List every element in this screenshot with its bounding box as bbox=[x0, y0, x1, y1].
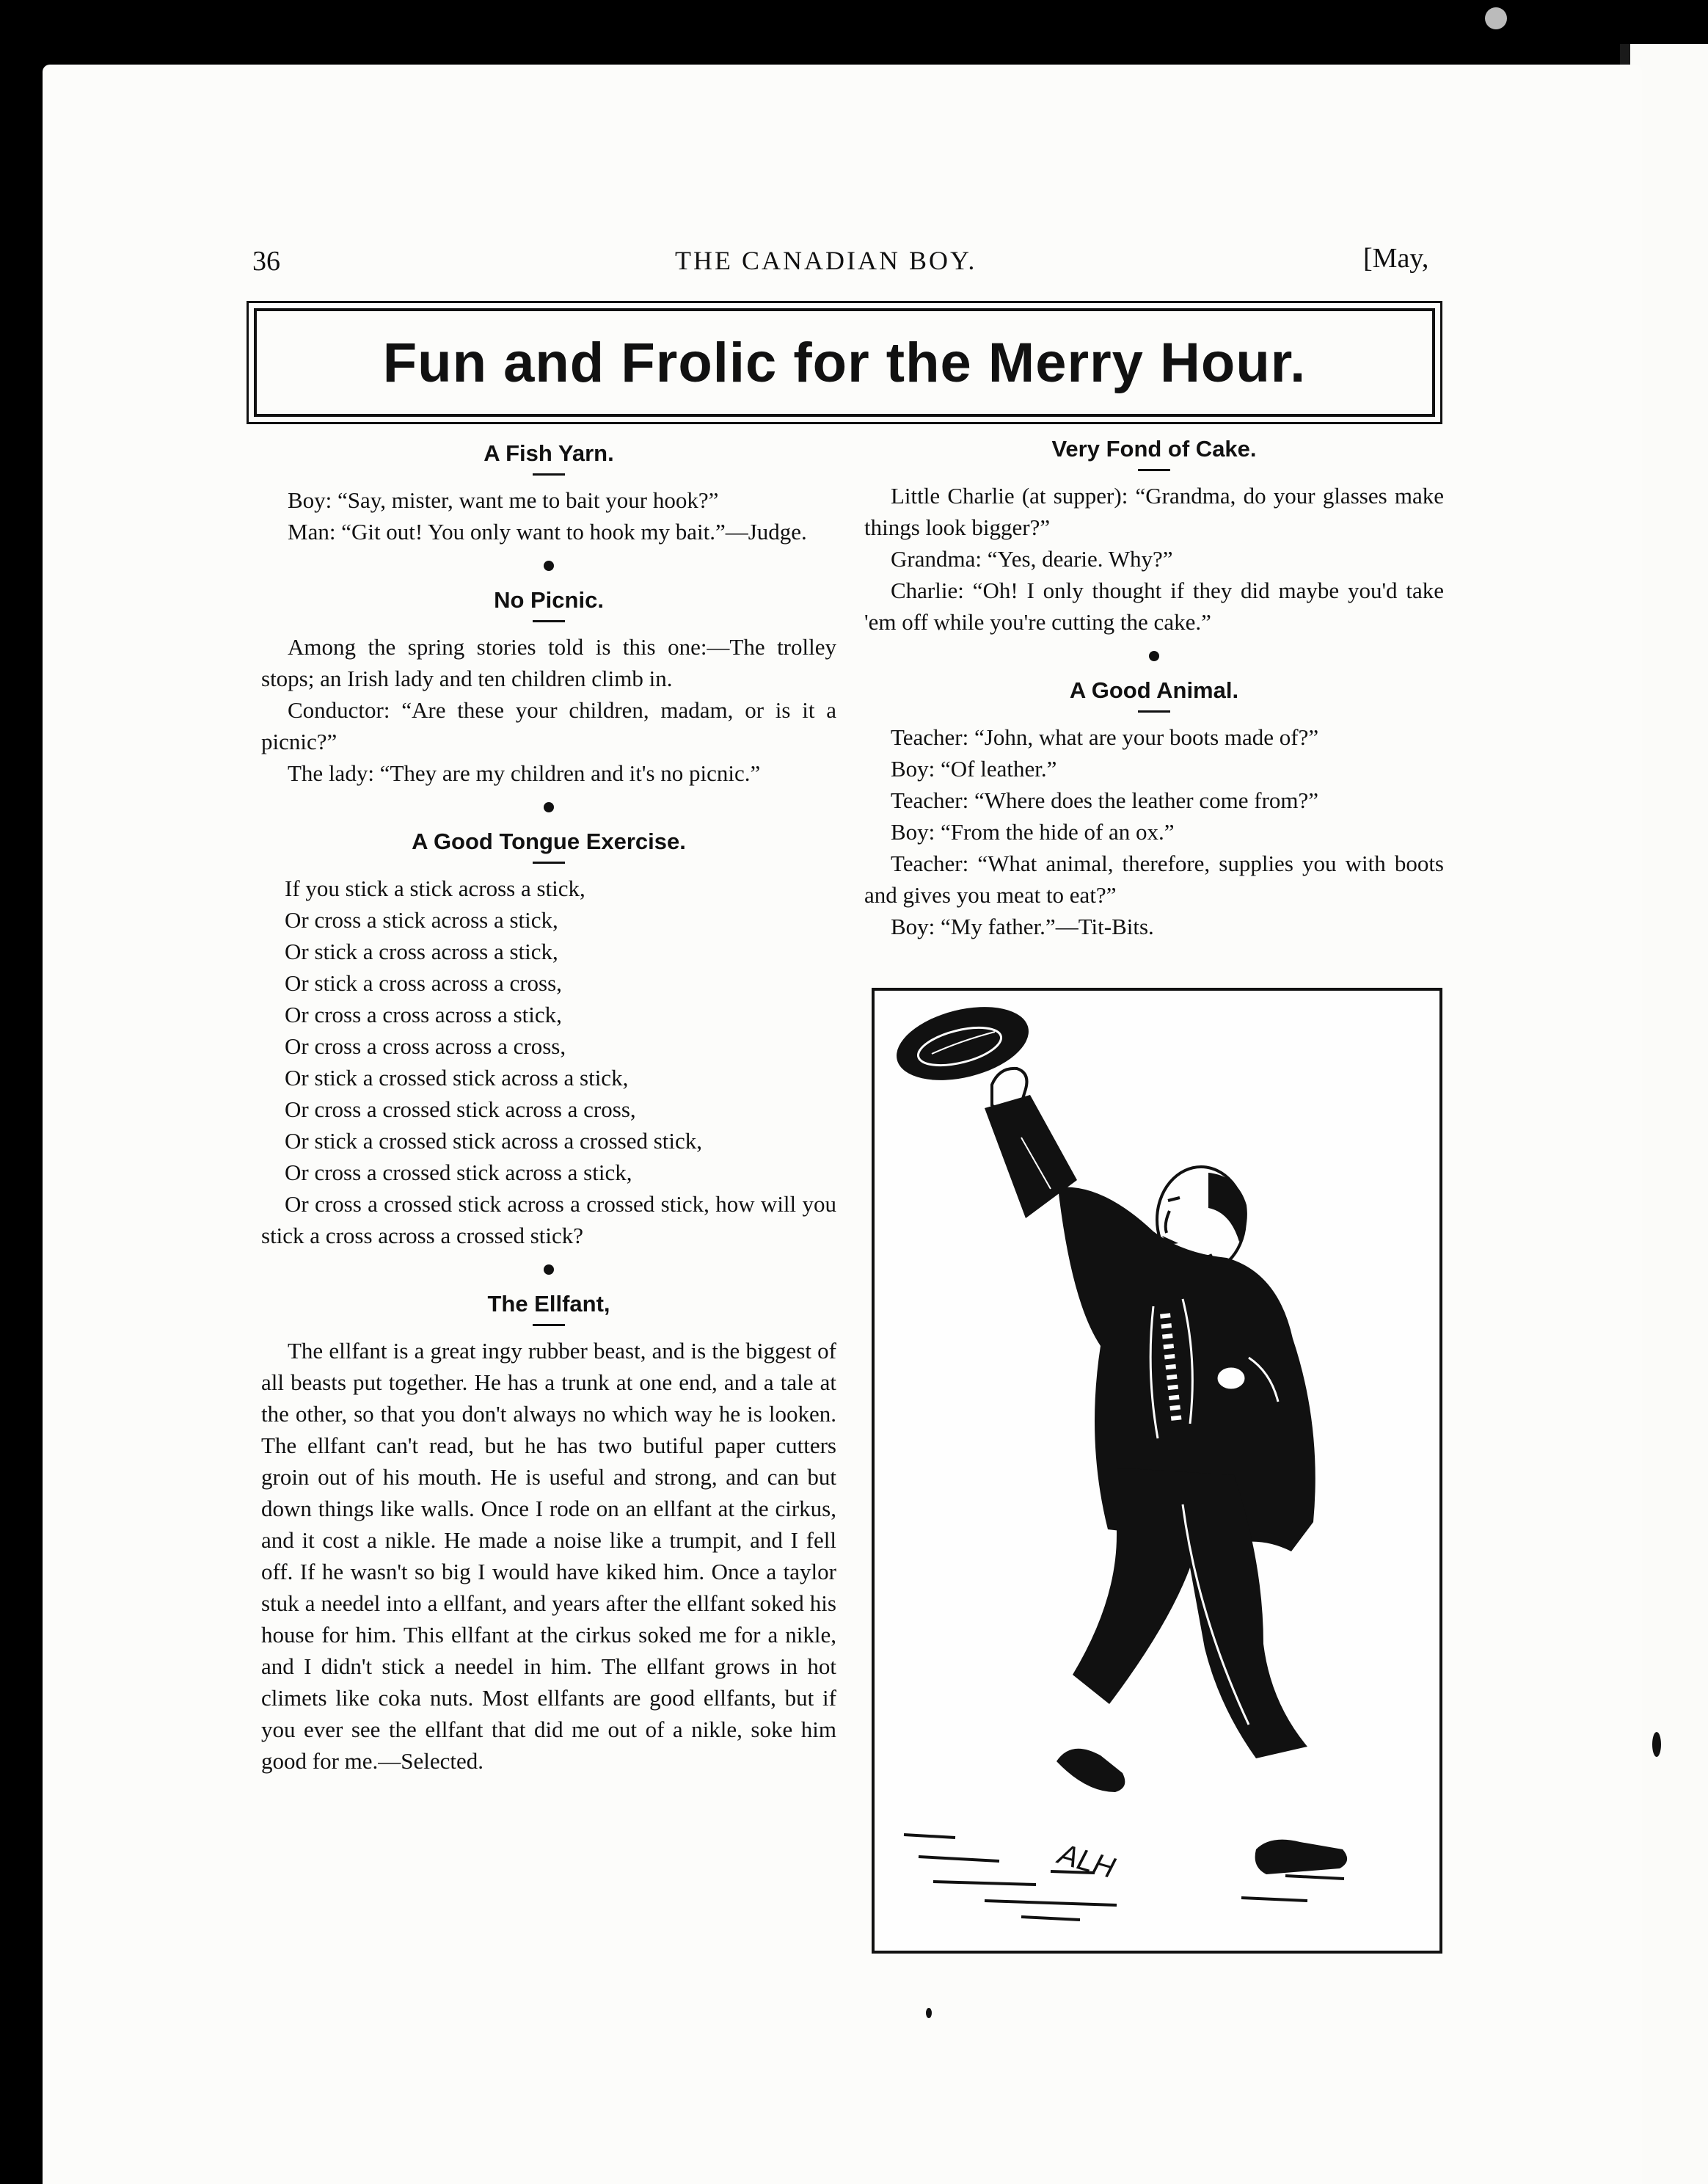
verse-line: Or cross a cross across a stick, bbox=[285, 1002, 562, 1027]
no-picnic-line: Among the spring stories told is this one:—The trolley stops; an Irish lady and ten children climb in. bbox=[261, 634, 836, 691]
artist-signature: ALH bbox=[1054, 1838, 1119, 1885]
good-animal-line: Boy: “My father.”—Tit-Bits. bbox=[891, 914, 1154, 939]
verse-closing: Or cross a crossed stick across a crossed stick, how will you stick a cross across a crossed stick? bbox=[261, 1191, 836, 1248]
ellfant-text: The ellfant is a great ingy rubber beast, and is the biggest of all beasts put together. He has a trunk at one end, and a tale at the other, so that you don't always no which way he is looken. The ellfant can't read, but he has two butiful paper cutters groin out of his mouth. He is useful and strong, and can but down things like walls. Once I rode on an ellfant at the cirkus, and it cost a nikle. He made a noise like a trumpit, and I fell off. If he wasn't so big I would have kiked him. Once a taylor stuk a needel into a ellfant, and years after the ellfant soked his house for him. This ellfant at the cirkus soked me for a nikle, and I didn't stick a needel in him. The ellfant grows in hot climets like coka nuts. Most ellfants are good ellfants, but if you ever see the ellfant that did me out of a nikle, soke him good for me.—Selected. bbox=[261, 1338, 836, 1774]
page-title: Fun and Frolic for the Merry Hour. bbox=[382, 331, 1307, 394]
heading-rule bbox=[533, 1324, 565, 1326]
section-divider-dot bbox=[544, 1264, 554, 1275]
good-animal-line: Boy: “From the hide of an ox.” bbox=[891, 819, 1175, 845]
fish-yarn-heading: A Fish Yarn. bbox=[483, 440, 614, 466]
cake-heading: Very Fond of Cake. bbox=[1051, 436, 1257, 462]
good-animal-line: Teacher: “What animal, therefore, supplies you with boots and gives you meat to eat?” bbox=[864, 851, 1444, 908]
no-picnic-line: Conductor: “Are these your children, madam, or is it a picnic?” bbox=[261, 697, 836, 754]
fish-yarn-line: Man: “Git out! You only want to hook my bait.”—Judge. bbox=[288, 519, 807, 545]
section-divider-dot bbox=[1149, 651, 1159, 661]
running-title: THE CANADIAN BOY. bbox=[675, 246, 977, 275]
verse-line: Or cross a crossed stick across a stick, bbox=[285, 1160, 632, 1185]
section-divider-dot bbox=[544, 802, 554, 812]
heading-rule bbox=[533, 473, 565, 476]
verse-line: Or cross a cross across a cross, bbox=[285, 1033, 566, 1059]
page-number: 36 bbox=[252, 246, 280, 277]
good-animal-heading: A Good Animal. bbox=[1069, 677, 1239, 703]
scan-speck bbox=[1485, 7, 1507, 29]
heading-rule bbox=[533, 620, 565, 622]
verse-line: Or stick a crossed stick across a stick, bbox=[285, 1065, 629, 1091]
verse-line: Or stick a cross across a stick, bbox=[285, 939, 558, 964]
cartoon-illustration bbox=[875, 991, 1439, 1951]
verse-line: If you stick a stick across a stick, bbox=[285, 876, 585, 901]
tongue-exercise-heading: A Good Tongue Exercise. bbox=[412, 829, 686, 854]
no-picnic-heading: No Picnic. bbox=[494, 587, 604, 613]
left-column bbox=[261, 433, 836, 1777]
verse-line: Or stick a crossed stick across a crossed stick, bbox=[285, 1128, 703, 1154]
title-banner bbox=[254, 308, 1435, 417]
cake-line: Charlie: “Oh! I only thought if they did maybe you'd take 'em off while you're cutting the cake.” bbox=[864, 578, 1444, 635]
heading-rule bbox=[533, 862, 565, 864]
fish-yarn-line: Boy: “Say, mister, want me to bait your hook?” bbox=[288, 487, 719, 513]
no-picnic-line: The lady: “They are my children and it's no picnic.” bbox=[288, 760, 761, 786]
good-animal-line: Teacher: “John, what are your boots made of?” bbox=[891, 724, 1319, 750]
cake-line: Grandma: “Yes, dearie. Why?” bbox=[891, 546, 1173, 572]
good-animal-line: Teacher: “Where does the leather come from?” bbox=[891, 787, 1319, 813]
verse-line: Or cross a crossed stick across a cross, bbox=[285, 1096, 636, 1122]
heading-rule bbox=[1138, 469, 1170, 471]
right-column bbox=[864, 429, 1444, 942]
heading-rule bbox=[1138, 710, 1170, 713]
verse-line: Or stick a cross across a cross, bbox=[285, 970, 562, 996]
verse-line: Or cross a stick across a stick, bbox=[285, 907, 558, 933]
cake-line: Little Charlie (at supper): “Grandma, do your glasses make things look bigger?” bbox=[864, 483, 1444, 540]
scan-speck bbox=[926, 2008, 932, 2018]
ellfant-heading: The Ellfant, bbox=[487, 1291, 610, 1317]
good-animal-line: Boy: “Of leather.” bbox=[891, 756, 1057, 782]
illustration-frame bbox=[872, 988, 1442, 1954]
section-divider-dot bbox=[544, 561, 554, 571]
running-month: [May, bbox=[1363, 243, 1429, 274]
scan-speck bbox=[1652, 1732, 1661, 1757]
